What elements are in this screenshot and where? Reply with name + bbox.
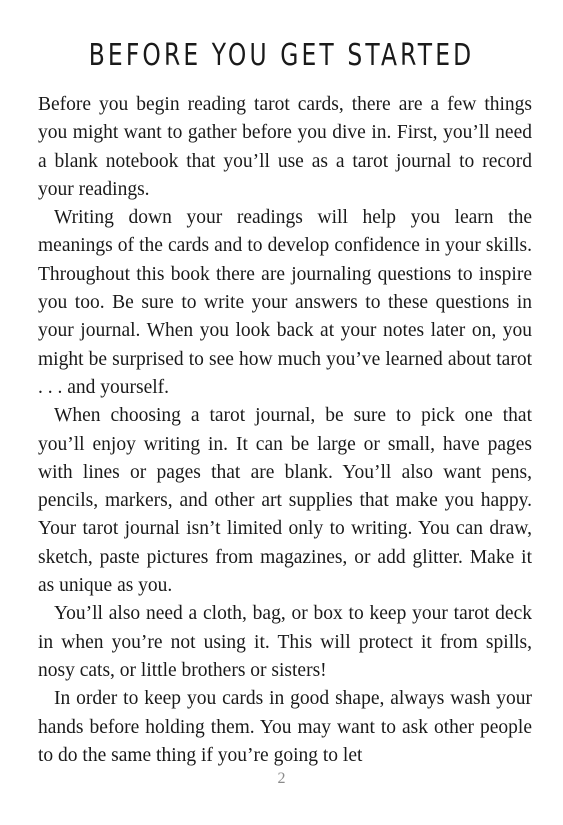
page-number: 2 [277,770,286,787]
page-title: BEFORE YOU GET STARTED [88,38,475,73]
paragraph-2: Writing down your readings will help you learn the meanings of the cards and to develop confidence in your skills. Throughout this book there are journaling questions to inspire you too. Be sure to write your answers to these questions in your journal. When you look back at your notes later on, you might be surprised to see how much you’ve learned about tarot . . . and yourself. [38,207,532,398]
body-text [38,91,532,770]
paragraph-4: You’ll also need a cloth, bag, or box to keep your tarot deck in when you’re not using it. This will protect it from spills, nosy cats, or little brothers or sisters! [38,603,532,681]
paragraph-1: Before you begin reading tarot cards, there are a few things you might want to gather before you dive in. First, you’ll need a blank notebook that you’ll use as a tarot journal to record your readings. [38,94,532,200]
paragraph-3: When choosing a tarot journal, be sure to pick one that you’ll enjoy writing in. It can be large or small, have pages with lines or pages that are blank. You’ll also want pens, pencils, markers, and other art supplies that make you happy. Your tarot journal isn’t limited only to writing. You can draw, sketch, paste pictures from magazines, or add glitter. Make it as unique as you. [38,405,532,597]
paragraph-5: In order to keep you cards in good shape, always wash your hands before holding them. You may want to ask other people to do the same thing if you’re going to let [38,688,532,766]
